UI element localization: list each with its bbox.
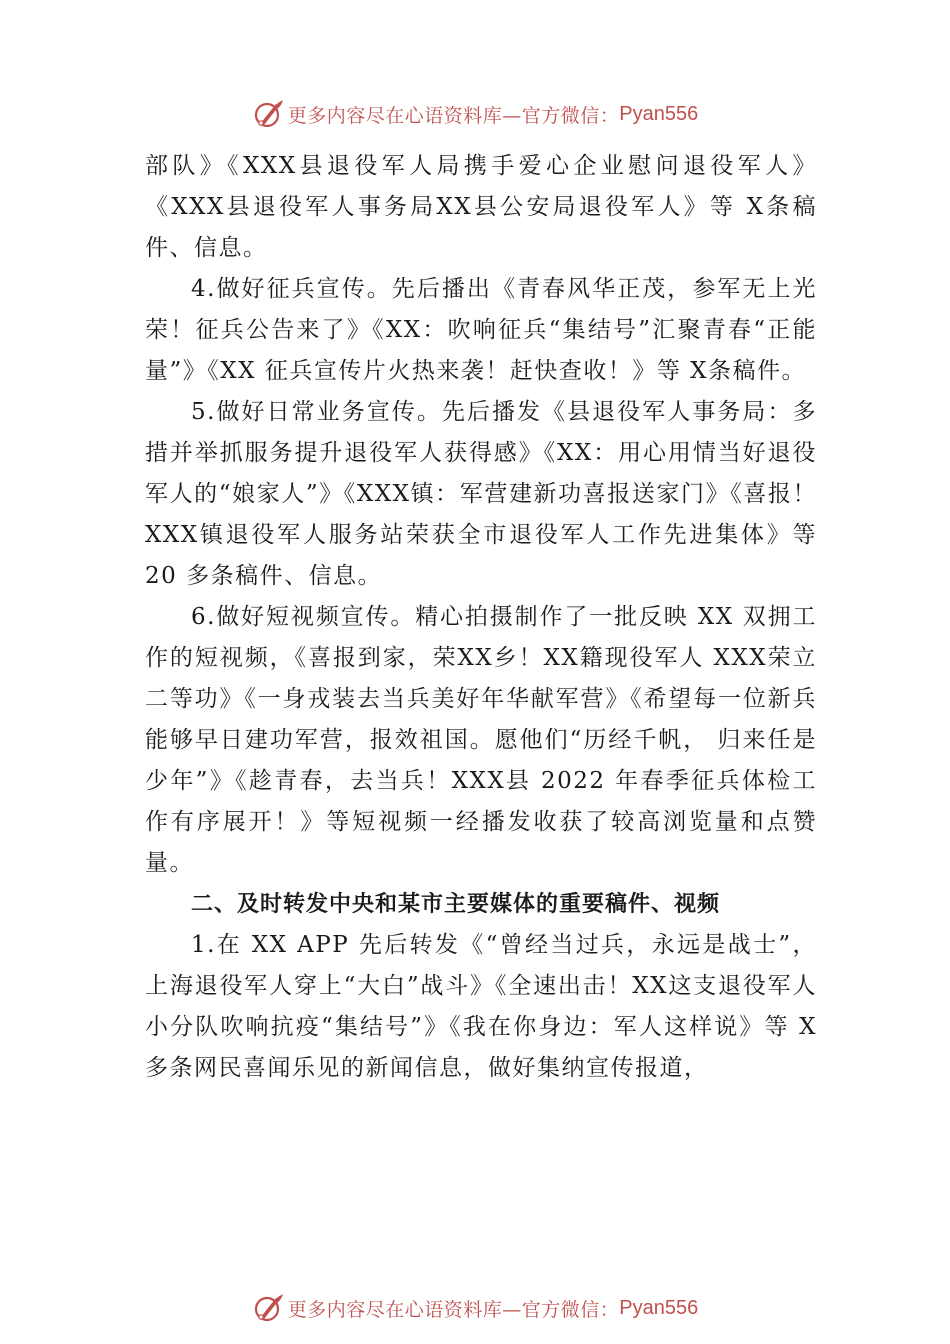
header-banner-id: Pyan556 — [619, 102, 699, 125]
paragraph-continued: 部队》《XXX县退役军人局携手爱心企业慰问退役军人》《XXX县退役军人事务局XX县公安局退役军人》等 X条稿件、信息。 — [145, 153, 817, 261]
paragraph-app-forward: 1.在 XX APP 先后转发《“曾经当过兵，永远是战士”，上海退役军人穿上“大白”战斗》《全速出击！XX这支退役军人小分队吹响抗疫“集结号”》《我在你身边：军人这样说》等 X 多条网民喜闻乐见的新闻信息，做好集纳宣传报道， — [145, 932, 817, 1081]
quill-logo-icon — [252, 98, 284, 130]
header-banner-text: 更多内容尽在心语资料库—官方微信： — [287, 104, 620, 127]
paragraph-short-video: 6.做好短视频宣传。精心拍摄制作了一批反映 XX 双拥工作的短视频，《喜报到家，荣XX乡！XX籍现役军人 XXX荣立二等功》《一身戎装去当兵美好年华献军营》《希望每一位新兵能够早日建功军营，报效祖国。愿他们“历经千帆， 归来任是少年”》《趁青春，去当兵！XXX县 2022 年春季征兵体检工作有序展开！》等短视频一经播发收获了较高浏览量和点赞量。 — [145, 604, 817, 876]
header-banner — [0, 96, 950, 132]
paragraph-daily-business: 5.做好日常业务宣传。先后播发《县退役军人事务局：多措并举抓服务提升退役军人获得感》《XX：用心用情当好退役军人的“娘家人”》《XXX镇：军营建新功喜报送家门》《喜报！XXX镇退役军人服务站荣获全市退役军人工作先进集体》等 20 多条稿件、信息。 — [145, 399, 817, 589]
quill-logo-icon — [252, 1292, 284, 1324]
document-body — [145, 146, 817, 1089]
footer-banner-id: Pyan556 — [619, 1296, 699, 1319]
section-heading-2: 二、及时转发中央和某市主要媒体的重要稿件、视频 — [191, 892, 721, 917]
footer-banner-text: 更多内容尽在心语资料库—官方微信： — [287, 1298, 620, 1321]
footer-banner — [0, 1290, 950, 1326]
paragraph-recruitment: 4.做好征兵宣传。先后播出《青春风华正茂，参军无上光荣！征兵公告来了》《XX：吹响征兵“集结号”汇聚青春“正能量”》《XX 征兵宣传片火热来袭！赶快查收！》等 X条稿件。 — [145, 276, 817, 384]
